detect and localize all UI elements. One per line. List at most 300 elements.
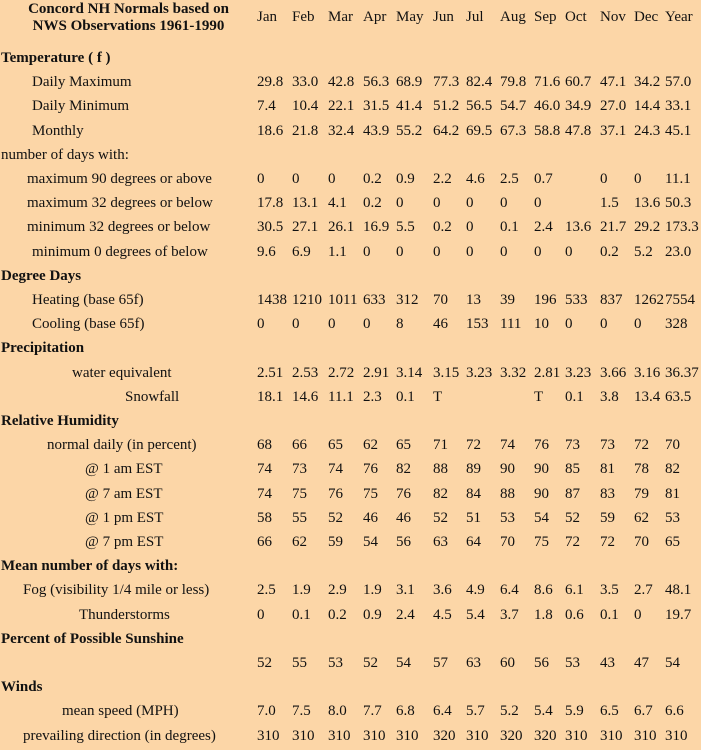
month-value-cell: 0 [363, 316, 371, 333]
row-label: maximum 90 degrees or above [27, 171, 212, 188]
table-body [0, 46, 701, 748]
row-label: prevailing direction (in degrees) [23, 727, 216, 744]
section-row [0, 264, 701, 288]
month-value-cell: 3.15 [433, 364, 460, 381]
month-value-cell: 52 [363, 655, 378, 672]
data-row-normal-daily-in-percent [0, 433, 701, 457]
month-value-cell: 70 [634, 534, 649, 551]
month-value-cell: 2.7 [634, 582, 653, 599]
month-value-cell: 29.8 [257, 74, 284, 91]
section-row [0, 675, 701, 699]
month-value-cell: 837 [600, 292, 623, 309]
month-value-cell: 82.4 [466, 74, 493, 91]
data-row-water-equivalent [0, 361, 701, 385]
month-value-cell: 2.51 [257, 364, 284, 381]
month-value-cell: 633 [363, 292, 386, 309]
month-value-cell: 1.9 [292, 582, 311, 599]
row-label: Thunderstorms [79, 606, 170, 623]
month-header: Oct [565, 9, 587, 25]
section-heading: Temperature ( f ) [1, 50, 111, 66]
section-heading: Relative Humidity [1, 413, 119, 430]
row-label: water equivalent [72, 364, 172, 381]
month-value-cell: 32.4 [328, 122, 355, 139]
row-label: Daily Maximum [32, 74, 132, 91]
month-value-cell: 7.5 [292, 703, 311, 720]
month-value-cell: 6.4 [433, 703, 452, 720]
month-value-cell: 6.7 [634, 703, 653, 720]
year-value-cell: 82 [665, 461, 680, 478]
month-header: Mar [328, 9, 353, 25]
month-value-cell: 75 [292, 485, 307, 502]
year-value-cell: 50.3 [665, 195, 692, 212]
month-value-cell: 0.1 [565, 388, 584, 405]
table-title [0, 0, 257, 46]
month-header: Jan [257, 9, 277, 25]
month-value-cell: 64 [466, 534, 481, 551]
month-value-cell: 310 [328, 727, 351, 744]
month-value-cell: 46.0 [534, 98, 561, 115]
month-value-cell: 46 [433, 316, 448, 333]
month-value-cell: 0.2 [433, 219, 452, 236]
month-value-cell: 7.4 [257, 98, 276, 115]
month-value-cell: 74 [500, 437, 515, 454]
month-value-cell: 62 [292, 534, 307, 551]
month-value-cell: 60.7 [565, 74, 592, 91]
month-value-cell: 0 [328, 316, 336, 333]
data-row-maximum-32-degrees-or-below [0, 191, 701, 215]
month-value-cell: 0 [328, 171, 336, 188]
month-value-cell: 65 [328, 437, 343, 454]
month-value-cell: 310 [257, 727, 280, 744]
data-row-daily-maximum [0, 70, 701, 94]
month-value-cell: 77.3 [433, 74, 460, 91]
section-row [0, 336, 701, 360]
month-value-cell: 82 [433, 485, 448, 502]
year-value-cell: 310 [665, 727, 688, 744]
month-value-cell: 1.9 [363, 582, 382, 599]
month-value-cell: 52 [328, 509, 343, 526]
month-value-cell: 41.4 [396, 98, 423, 115]
month-value-cell: 0 [600, 316, 608, 333]
month-value-cell: 0 [466, 219, 474, 236]
data-row-minimum-0-degrees-of-below [0, 240, 701, 264]
month-value-cell: 47 [634, 655, 649, 672]
month-value-cell: 320 [534, 727, 557, 744]
month-value-cell: 1.1 [328, 243, 347, 260]
month-value-cell: 0.1 [396, 388, 415, 405]
row-label: maximum 32 degrees or below [27, 195, 213, 212]
month-header: May [396, 9, 424, 25]
month-value-cell: 75 [534, 534, 549, 551]
year-value-cell: 36.37 [665, 364, 699, 381]
month-value-cell: 0 [257, 171, 265, 188]
month-value-cell: 5.9 [565, 703, 584, 720]
row-label: Monthly [32, 122, 84, 139]
year-value-cell: 53 [665, 509, 680, 526]
month-value-cell: 74 [257, 461, 272, 478]
month-value-cell: 13 [466, 292, 481, 309]
month-value-cell: 71.6 [534, 74, 561, 91]
month-value-cell: 1438 [257, 292, 287, 309]
month-value-cell: 6.4 [500, 582, 519, 599]
month-value-cell: 0 [257, 316, 265, 333]
month-header: Jun [433, 9, 454, 25]
month-value-cell: 79 [634, 485, 649, 502]
month-value-cell: 71 [433, 437, 448, 454]
month-value-cell: 13.6 [634, 195, 661, 212]
month-value-cell: 34.2 [634, 74, 661, 91]
month-value-cell [565, 167, 600, 191]
month-value-cell: 55.2 [396, 122, 423, 139]
row-label [0, 651, 257, 675]
year-value-cell: 23.0 [665, 243, 692, 260]
row-label: Cooling (base 65f) [32, 316, 145, 333]
month-value-cell: 4.9 [466, 582, 485, 599]
month-value-cell: 7.0 [257, 703, 276, 720]
month-value-cell: 312 [396, 292, 419, 309]
month-value-cell: 3.1 [396, 582, 415, 599]
month-value-cell: 89 [466, 461, 481, 478]
month-value-cell: 1011 [328, 292, 358, 309]
month-value-cell: 60 [500, 655, 515, 672]
month-value-cell: 0.1 [600, 606, 619, 623]
data-row-7-am-est [0, 482, 701, 506]
month-value-cell: 90 [534, 461, 549, 478]
month-value-cell: 81 [600, 461, 615, 478]
month-value-cell: 6.8 [396, 703, 415, 720]
month-value-cell: 2.4 [534, 219, 553, 236]
month-value-cell: 2.91 [363, 364, 390, 381]
month-value-cell: 153 [466, 316, 489, 333]
month-value-cell: 57 [433, 655, 448, 672]
row-label: normal daily (in percent) [47, 437, 197, 454]
month-value-cell: 34.9 [565, 98, 592, 115]
month-value-cell: 76 [328, 485, 343, 502]
month-value-cell: 51 [466, 509, 481, 526]
month-value-cell: T [534, 388, 544, 405]
year-value-cell: 328 [665, 316, 688, 333]
month-value-cell: 43 [600, 655, 615, 672]
month-value-cell: 7.7 [363, 703, 382, 720]
month-value-cell: 74 [257, 485, 272, 502]
month-value-cell: 3.23 [565, 364, 592, 381]
month-value-cell: 0 [466, 195, 474, 212]
month-header: Apr [363, 9, 387, 25]
year-value-cell: 6.6 [665, 703, 684, 720]
month-value-cell: 3.32 [500, 364, 527, 381]
month-header: Dec [634, 9, 659, 25]
month-value-cell: 5.2 [634, 243, 653, 260]
month-value-cell: 0 [500, 243, 508, 260]
month-value-cell: 0 [600, 171, 608, 188]
month-value-cell: 29.2 [634, 219, 661, 236]
month-value-cell: 5.4 [534, 703, 553, 720]
month-value-cell: 51.2 [433, 98, 460, 115]
month-value-cell: 21.8 [292, 122, 319, 139]
data-row-1-pm-est [0, 506, 701, 530]
subheading-row [0, 143, 701, 167]
year-value-cell: 65 [665, 534, 680, 551]
row-label: Snowfall [125, 388, 180, 405]
data-row-maximum-90-degrees-or-above [0, 167, 701, 191]
month-value-cell: 76 [534, 437, 549, 454]
year-value-cell: 33.1 [665, 98, 692, 115]
month-value-cell: 0 [565, 316, 573, 333]
month-value-cell: 0.6 [565, 606, 584, 623]
data-row-minimum-32-degrees-or-below [0, 215, 701, 239]
month-value-cell: 8.6 [534, 582, 553, 599]
month-value-cell: 4.5 [433, 606, 452, 623]
month-value-cell: 2.4 [396, 606, 415, 623]
month-value-cell: 79.8 [500, 74, 527, 91]
data-row-daily-minimum [0, 94, 701, 118]
month-value-cell: 13.1 [292, 195, 319, 212]
month-value-cell: 3.6 [433, 582, 452, 599]
month-value-cell: 21.7 [600, 219, 627, 236]
month-value-cell: 30.5 [257, 219, 284, 236]
month-value-cell: 1210 [292, 292, 322, 309]
row-label: Daily Minimum [32, 98, 130, 115]
header-row [0, 0, 701, 46]
month-value-cell: 70 [433, 292, 448, 309]
row-label: minimum 0 degrees of below [32, 243, 208, 260]
month-value-cell: 8.0 [328, 703, 347, 720]
month-value-cell: 3.14 [396, 364, 423, 381]
month-value-cell: 56.3 [363, 74, 390, 91]
month-value-cell: 55 [292, 655, 307, 672]
month-value-cell: 0 [292, 171, 300, 188]
data-row-monthly [0, 119, 701, 143]
month-value-cell: 0 [634, 316, 642, 333]
data-row-fog-visibility-1-4-mile-or-less [0, 578, 701, 602]
month-value-cell: 37.1 [600, 122, 627, 139]
month-value-cell: 13.4 [634, 388, 661, 405]
year-value-cell: 7554 [665, 292, 695, 309]
month-value-cell: 72 [466, 437, 481, 454]
month-value-cell: 18.1 [257, 388, 284, 405]
month-value-cell: 67.3 [500, 122, 527, 139]
month-value-cell: 52 [433, 509, 448, 526]
month-value-cell: 196 [534, 292, 557, 309]
month-value-cell: 68.9 [396, 74, 423, 91]
month-value-cell: 320 [433, 727, 456, 744]
month-value-cell: 59 [328, 534, 343, 551]
month-value-cell: 63 [433, 534, 448, 551]
month-value-cell: 56 [396, 534, 411, 551]
year-value-cell: 57.0 [665, 74, 692, 91]
month-value-cell: 85 [565, 461, 580, 478]
month-value-cell: 0.1 [500, 219, 519, 236]
month-value-cell: 3.7 [500, 606, 519, 623]
month-value-cell: 0 [363, 243, 371, 260]
month-value-cell: 83 [600, 485, 615, 502]
month-value-cell: 0.2 [600, 243, 619, 260]
month-value-cell: 72 [565, 534, 580, 551]
month-value-cell: 6.5 [600, 703, 619, 720]
month-value-cell: 73 [565, 437, 580, 454]
month-value-cell: 43.9 [363, 122, 390, 139]
month-value-cell: 52 [565, 509, 580, 526]
month-value-cell: 39 [500, 292, 515, 309]
section-heading: Percent of Possible Sunshine [1, 630, 184, 647]
month-value-cell: 54 [534, 509, 549, 526]
month-header: Nov [600, 9, 626, 25]
month-value-cell: 2.5 [500, 171, 519, 188]
row-label: minimum 32 degrees or below [27, 219, 211, 236]
month-value-cell: 75 [363, 485, 378, 502]
row-label: Heating (base 65f) [32, 292, 144, 309]
month-header: Sep [534, 9, 557, 25]
month-value-cell: 3.23 [466, 364, 493, 381]
month-value-cell: 88 [433, 461, 448, 478]
month-value-cell: 73 [292, 461, 307, 478]
month-value-cell: 2.5 [257, 582, 276, 599]
title-line-1: Concord NH Normals based on [28, 1, 229, 17]
month-value-cell: 74 [328, 461, 343, 478]
month-value-cell: 22.1 [328, 98, 355, 115]
month-value-cell: 11.1 [328, 388, 354, 405]
month-header: Jul [466, 9, 484, 25]
month-value-cell: 55 [292, 509, 307, 526]
month-value-cell: T [433, 388, 443, 405]
month-value-cell: 0.1 [292, 606, 311, 623]
month-value-cell: 5.7 [466, 703, 485, 720]
month-value-cell: 65 [396, 437, 411, 454]
month-value-cell: 62 [363, 437, 378, 454]
month-value-cell: 17.8 [257, 195, 284, 212]
month-value-cell: 310 [363, 727, 386, 744]
month-value-cell: 63 [466, 655, 481, 672]
month-value-cell: 4.1 [328, 195, 347, 212]
month-value-cell: 54.7 [500, 98, 527, 115]
month-value-cell: 0.2 [363, 195, 382, 212]
month-value-cell: 0.9 [363, 606, 382, 623]
month-value-cell: 0 [396, 243, 404, 260]
year-value-cell: 81 [665, 485, 680, 502]
month-value-cell: 0 [396, 195, 404, 212]
month-value-cell: 0 [634, 171, 642, 188]
month-value-cell: 56.5 [466, 98, 493, 115]
month-value-cell: 76 [363, 461, 378, 478]
data-row-mean-speed-mph [0, 699, 701, 723]
month-value-cell: 56 [534, 655, 549, 672]
month-value-cell: 0.2 [328, 606, 347, 623]
month-value-cell: 72 [634, 437, 649, 454]
month-value-cell: 84 [466, 485, 481, 502]
month-value-cell: 2.3 [363, 388, 382, 405]
data-row-7-pm-est [0, 530, 701, 554]
month-value-cell: 8 [396, 316, 404, 333]
month-value-cell: 310 [292, 727, 315, 744]
month-value-cell: 3.8 [600, 388, 619, 405]
month-value-cell: 47.8 [565, 122, 592, 139]
month-value-cell: 5.5 [396, 219, 415, 236]
month-header: Aug [500, 9, 526, 25]
month-value-cell [466, 385, 500, 409]
month-value-cell: 3.5 [600, 582, 619, 599]
year-value-cell: 63.5 [665, 388, 692, 405]
month-value-cell: 2.72 [328, 364, 355, 381]
section-heading: Precipitation [1, 340, 85, 357]
month-value-cell [500, 385, 534, 409]
month-value-cell: 2.2 [433, 171, 452, 188]
month-value-cell: 0 [500, 195, 508, 212]
month-value-cell: 33.0 [292, 74, 319, 91]
month-value-cell: 90 [534, 485, 549, 502]
section-heading: Mean number of days with: [1, 558, 179, 575]
month-value-cell: 0 [433, 195, 441, 212]
month-value-cell: 13.6 [565, 219, 592, 236]
month-value-cell: 31.5 [363, 98, 390, 115]
section-row [0, 627, 701, 651]
month-value-cell: 0.9 [396, 171, 415, 188]
month-value-cell: 310 [396, 727, 419, 744]
month-value-cell: 16.9 [363, 219, 390, 236]
month-value-cell: 0 [466, 243, 474, 260]
month-value-cell: 0.2 [363, 171, 382, 188]
month-value-cell: 0 [257, 606, 265, 623]
month-value-cell: 0 [534, 243, 542, 260]
month-value-cell: 4.6 [466, 171, 485, 188]
section-row [0, 46, 701, 70]
month-value-cell: 90 [500, 461, 515, 478]
month-header: Feb [292, 9, 315, 25]
month-value-cell: 76 [396, 485, 411, 502]
row-label: @ 1 pm EST [85, 509, 164, 526]
year-value-cell: 54 [665, 655, 680, 672]
data-row-cooling-base-65f [0, 312, 701, 336]
month-value-cell: 9.6 [257, 243, 276, 260]
month-value-cell: 42.8 [328, 74, 355, 91]
section-heading: Degree Days [1, 267, 82, 284]
month-value-cell: 26.1 [328, 219, 355, 236]
month-value-cell: 62 [634, 509, 649, 526]
row-label: @ 1 am EST [85, 461, 163, 478]
year-value-cell: 45.1 [665, 122, 692, 139]
month-value-cell: 2.81 [534, 364, 561, 381]
section-row [0, 554, 701, 578]
month-value-cell: 533 [565, 292, 588, 309]
year-value-cell: 48.1 [665, 582, 692, 599]
month-value-cell: 0 [634, 606, 642, 623]
month-value-cell: 88 [500, 485, 515, 502]
year-value-cell: 173.3 [665, 219, 699, 236]
month-value-cell: 58 [257, 509, 272, 526]
month-value-cell: 0 [534, 195, 542, 212]
data-row-1-am-est [0, 457, 701, 481]
section-heading: Winds [1, 679, 43, 696]
month-value-cell: 72 [600, 534, 615, 551]
title-line-2: NWS Observations 1961-1990 [32, 18, 225, 34]
month-value-cell: 0 [433, 243, 441, 260]
month-value-cell: 2.53 [292, 364, 319, 381]
month-value-cell: 59 [600, 509, 615, 526]
month-value-cell: 70 [500, 534, 515, 551]
month-value-cell: 310 [634, 727, 657, 744]
data-row-blank [0, 651, 701, 675]
month-value-cell: 27.0 [600, 98, 627, 115]
month-value-cell: 5.4 [466, 606, 485, 623]
month-value-cell: 310 [600, 727, 623, 744]
month-value-cell: 1.8 [534, 606, 553, 623]
month-value-cell: 6.9 [292, 243, 311, 260]
year-value-cell: 11.1 [665, 171, 691, 188]
month-value-cell: 68 [257, 437, 272, 454]
month-value-cell: 1262 [634, 292, 664, 309]
section-row [0, 409, 701, 433]
month-value-cell: 52 [257, 655, 272, 672]
year-header: Year [665, 9, 693, 25]
